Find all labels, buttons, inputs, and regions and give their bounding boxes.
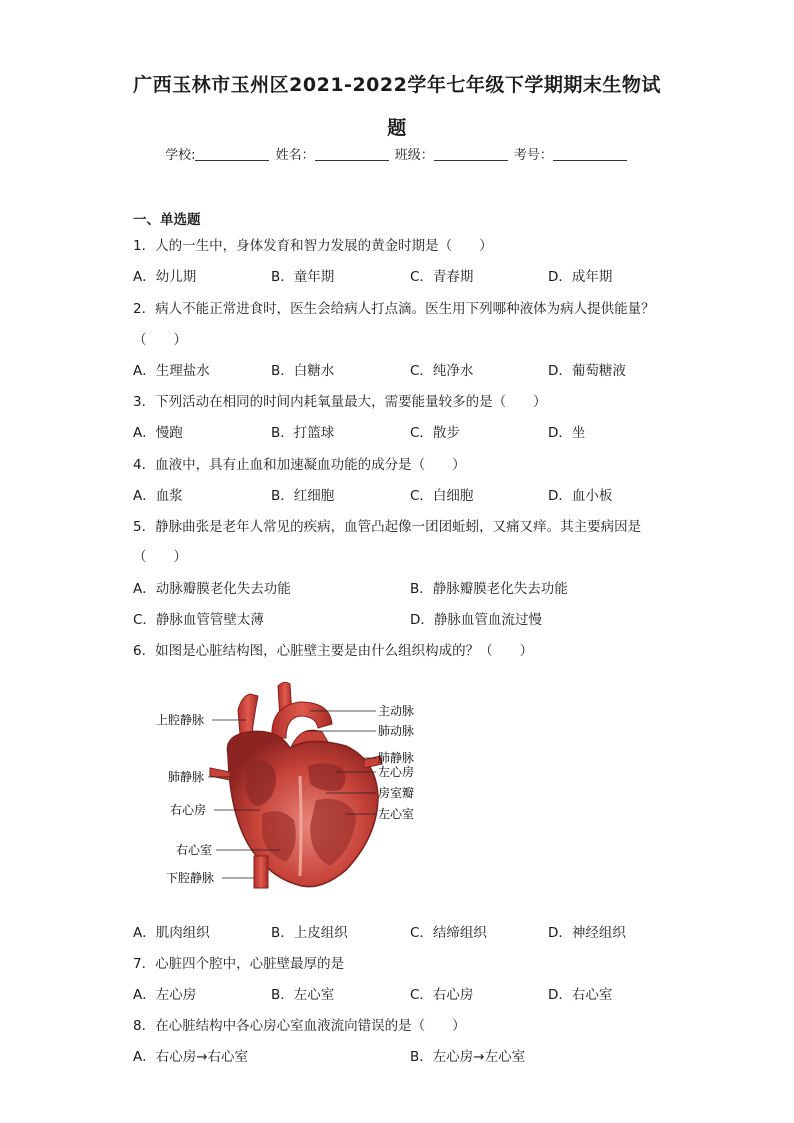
label-left-ventricle: 左心室 [378, 807, 415, 821]
label-left-atrium: 左心房 [378, 765, 415, 779]
heart-diagram [150, 676, 440, 898]
student-info-row [0, 144, 794, 163]
option-b[interactable]: B．童年期 [271, 269, 335, 285]
option-b[interactable]: B．静脉瓣膜老化失去功能 [410, 581, 568, 597]
option-a[interactable]: A．右心房→右心室 [133, 1049, 249, 1065]
option-d[interactable]: D．坐 [548, 425, 586, 441]
label-pulmonary-artery: 肺动脉 [378, 724, 415, 738]
school-blank[interactable] [195, 146, 269, 161]
option-b[interactable]: B．上皮组织 [271, 925, 348, 941]
option-a[interactable]: A．肌肉组织 [133, 925, 210, 941]
class-blank[interactable] [434, 146, 508, 161]
label-aorta: 主动脉 [378, 704, 415, 718]
option-d[interactable]: D．葡萄糖液 [548, 363, 626, 379]
option-a[interactable]: A．血浆 [133, 488, 183, 504]
exam-title-line2: 题 [387, 117, 407, 139]
exam-title-line1: 广西玉林市玉州区2021-2022学年七年级下学期期末生物试 [133, 74, 661, 96]
option-c[interactable]: C．白细胞 [410, 488, 474, 504]
option-b[interactable]: B．红细胞 [271, 488, 335, 504]
question-stem-continued: （ ） [133, 332, 187, 348]
school-label: 学校: [165, 148, 196, 163]
option-d[interactable]: D．右心室 [548, 987, 613, 1003]
option-b[interactable]: B．左心室 [271, 987, 335, 1003]
label-pulmonary-vein-right: 肺静脉 [378, 751, 415, 765]
option-c[interactable]: C．青春期 [410, 269, 474, 285]
question-stem: 5．静脉曲张是老年人常见的疾病，血管凸起像一团团蚯蚓，又痛又痒。其主要病因是 [133, 519, 642, 535]
option-d[interactable]: D．静脉血管血流过慢 [410, 612, 542, 628]
label-inferior-vena-cava: 下腔静脉 [166, 871, 215, 885]
option-b[interactable]: B．打篮球 [271, 425, 335, 441]
option-a[interactable]: A．慢跑 [133, 425, 183, 441]
option-c[interactable]: C．静脉血管管壁太薄 [133, 612, 264, 628]
option-d[interactable]: D．神经组织 [548, 925, 626, 941]
name-blank[interactable] [315, 146, 389, 161]
exam-number-blank[interactable] [553, 146, 627, 161]
option-a[interactable]: A．左心房 [133, 987, 197, 1003]
option-c[interactable]: C．散步 [410, 425, 460, 441]
option-a[interactable]: A．幼儿期 [133, 269, 197, 285]
exam-number-label: 考号： [513, 148, 553, 163]
option-c[interactable]: C．结缔组织 [410, 925, 487, 941]
question-stem: 6．如图是心脏结构图，心脏壁主要是由什么组织构成的？（ ） [133, 643, 534, 659]
section-title: 一、单选题 [133, 212, 201, 228]
option-b[interactable]: B．左心房→左心室 [410, 1049, 526, 1065]
option-a[interactable]: A．生理盐水 [133, 363, 210, 379]
name-label: 姓名： [275, 148, 315, 163]
option-b[interactable]: B．白糖水 [271, 363, 335, 379]
option-a[interactable]: A．动脉瓣膜老化失去功能 [133, 581, 291, 597]
option-c[interactable]: C．右心房 [410, 987, 474, 1003]
label-pulmonary-vein-left: 肺静脉 [168, 770, 205, 784]
question-stem-continued: （ ） [133, 549, 187, 565]
question-stem: 7．心脏四个腔中，心脏壁最厚的是 [133, 956, 345, 972]
option-c[interactable]: C．纯净水 [410, 363, 474, 379]
label-superior-vena-cava: 上腔静脉 [156, 713, 205, 727]
option-d[interactable]: D．成年期 [548, 269, 613, 285]
question-stem: 8．在心脏结构中各心房心室血液流向错误的是（ ） [133, 1018, 466, 1034]
label-right-ventricle: 右心室 [176, 843, 213, 857]
question-stem: 2．病人不能正常进食时，医生会给病人打点滴。医生用下列哪种液体为病人提供能量？ [133, 301, 655, 317]
question-stem: 4．血液中，具有止血和加速凝血功能的成分是（ ） [133, 457, 466, 473]
label-right-atrium: 右心房 [170, 803, 207, 817]
option-d[interactable]: D．血小板 [548, 488, 613, 504]
question-stem: 3．下列活动在相同的时间内耗氧量最大，需要能量较多的是（ ） [133, 394, 547, 410]
label-atrioventricular-valve: 房室瓣 [378, 786, 415, 800]
question-stem: 1．人的一生中，身体发育和智力发展的黄金时期是（ ） [133, 238, 493, 254]
class-label: 班级： [394, 148, 434, 163]
